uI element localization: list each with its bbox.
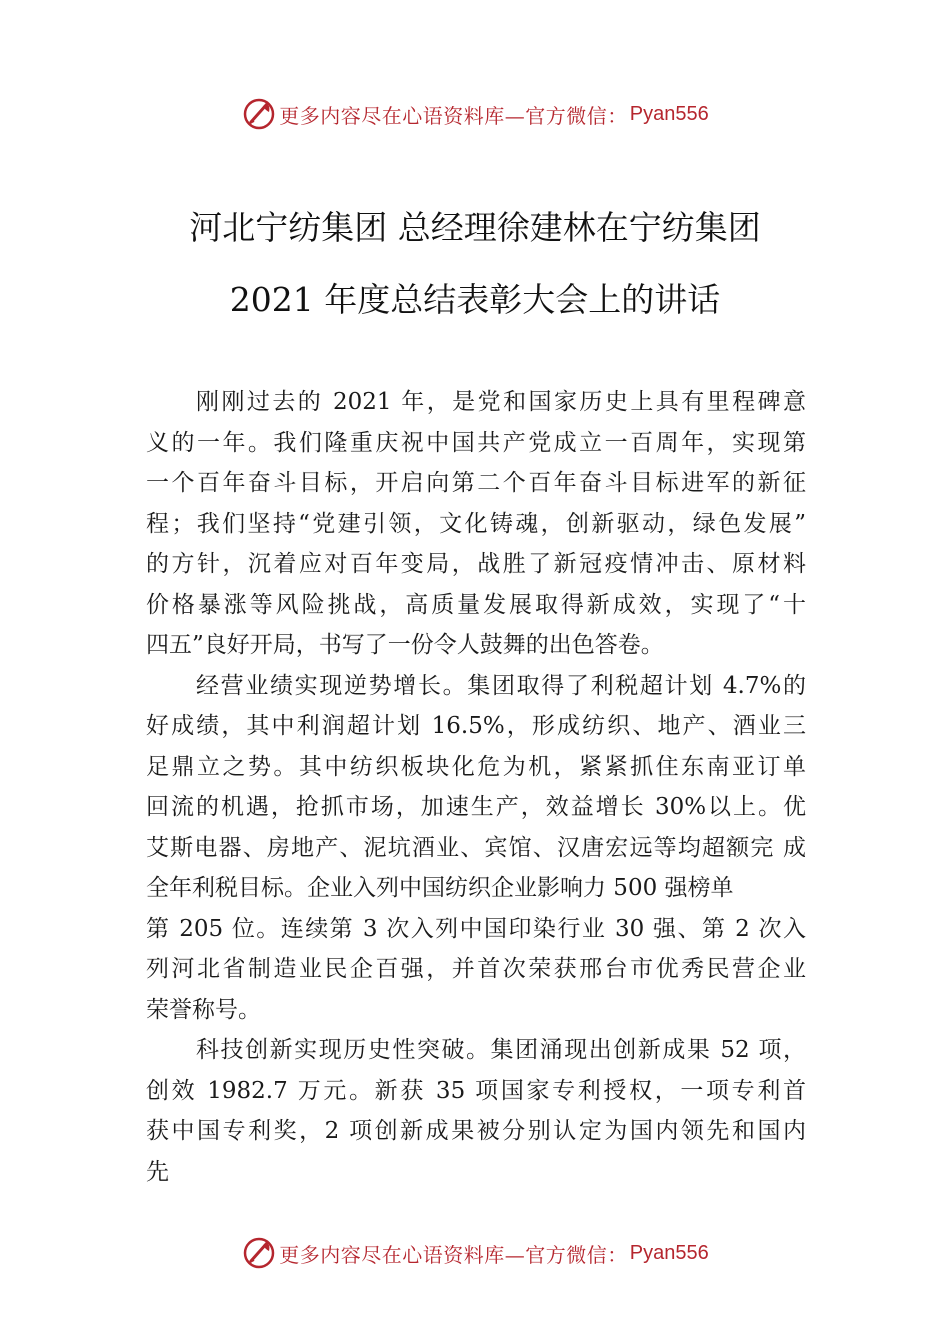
body-line: 义的一年。我们隆重庆祝中国共产党成立一百周年，实现第: [146, 429, 806, 456]
watermark-banner-bottom: [0, 1231, 950, 1275]
body-line: 经营业绩实现逆势增长。集团取得了利税超计划 4.7%的: [196, 672, 806, 699]
watermark-wechat-id: Pyan556: [629, 102, 709, 125]
quill-seal-icon: [241, 1235, 277, 1271]
body-line: 先: [146, 1158, 169, 1185]
body-line: 好成绩，其中利润超计划 16.5%，形成纺织、地产、酒业三: [146, 713, 806, 739]
body-line: 荣誉称号。: [146, 996, 261, 1023]
body-line: 科技创新实现历史性突破。集团涌现出创新成果 52 项，: [196, 1037, 806, 1063]
body-line: 价格暴涨等风险挑战，高质量发展取得新成效，实现了“十: [146, 591, 806, 618]
watermark-wechat-id: Pyan556: [629, 1241, 709, 1264]
body-line: 全年利税目标。企业入列中国纺织企业影响力 500 强榜单: [146, 875, 734, 901]
body-line: 列河北省制造业民企百强，并首次荣获邢台市优秀民营企业: [146, 956, 806, 982]
body-line: 艾斯电器、房地产、泥坑酒业、宾馆、汉唐宏远等均超额完 成: [146, 834, 806, 861]
quill-seal-icon: [241, 96, 277, 132]
body-line: 的方针，沉着应对百年变局，战胜了新冠疫情冲击、原材料: [146, 551, 806, 577]
body-line: 程；我们坚持“党建引领，文化铸魂，创新驱动，绿色发展”: [146, 510, 806, 537]
body-line: 刚刚过去的 2021 年，是党和国家历史上具有里程碑意: [196, 389, 806, 415]
watermark-text: 更多内容尽在心语资料库—官方微信：: [279, 103, 628, 128]
body-line: 四五”良好开局，书写了一份令人鼓舞的出色答卷。: [146, 632, 664, 658]
document-body: [146, 382, 806, 1192]
document-title-line-1: 河北宁纺集团 总经理徐建林在宁纺集团: [189, 208, 761, 247]
body-line: 一个百年奋斗目标，开启向第二个百年奋斗目标进军的新征: [146, 470, 806, 496]
body-line: 足鼎立之势。其中纺织板块化危为机，紧紧抓住东南亚订单: [146, 753, 806, 780]
document-title-line-2: 2021 年度总结表彰大会上的讲话: [229, 280, 721, 319]
body-line: 创效 1982.7 万元。新获 35 项国家专利授权，一项专利首: [146, 1077, 806, 1104]
watermark-text: 更多内容尽在心语资料库—官方微信：: [279, 1242, 628, 1267]
body-line: 获中国专利奖，2 项创新成果被分别认定为国内领先和国内: [146, 1118, 806, 1144]
body-line: 回流的机遇，抢抓市场，加速生产，效益增长 30%以上。优: [146, 794, 806, 820]
body-line: 第 205 位。连续第 3 次入列中国印染行业 30 强、第 2 次入: [146, 915, 806, 942]
watermark-banner-top: [0, 92, 950, 136]
